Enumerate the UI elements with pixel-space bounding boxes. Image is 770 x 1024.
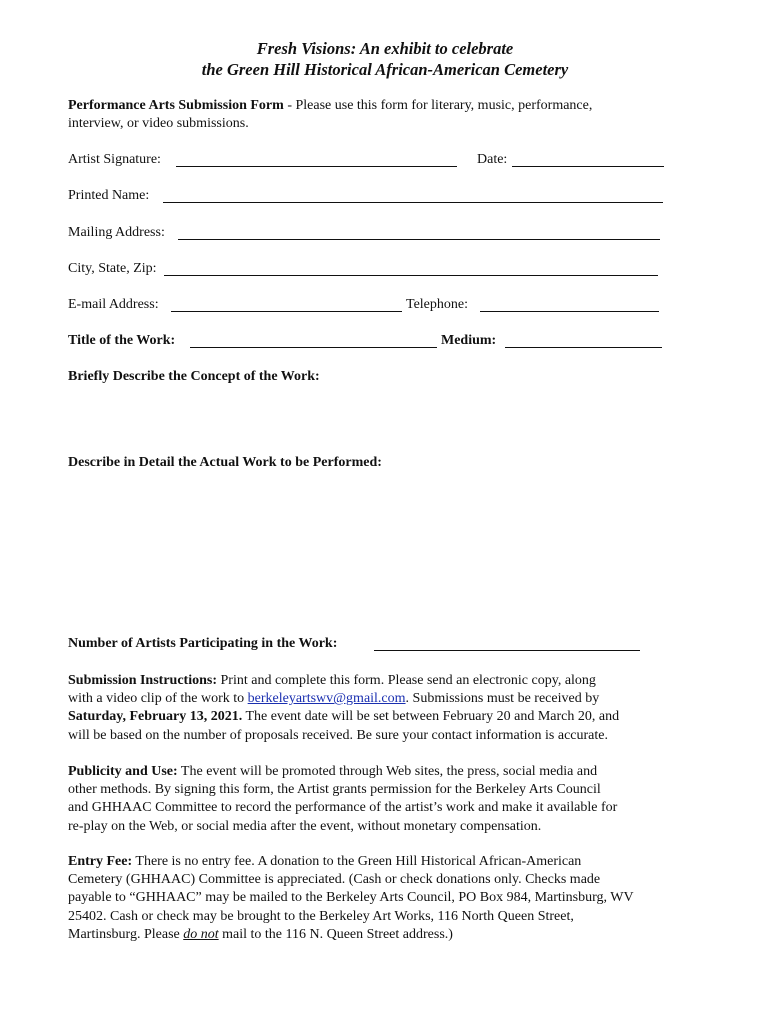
submission-instructions [68,672,708,745]
publicity-section [68,763,708,836]
email-address-label: E-mail Address: [68,297,159,312]
printed-name-label: Printed Name: [68,188,150,203]
entry-fee-line-3: payable to “GHHAAC” may be mailed to the Berkeley Arts Council, PO Box 984, Martinsburg, WV [68,890,634,906]
publicity-line-3: and GHHAAC Committee to record the performance of the artist’s work and make it available for [68,800,618,816]
telephone-field[interactable] [480,311,659,312]
detail-answer-area[interactable] [68,476,708,626]
mailing-address-field[interactable] [178,239,660,240]
medium-label: Medium: [441,333,497,348]
entry-fee-do-not: do not [183,926,219,942]
intro-text-1: - Please use this form for literary, music, performance, [283,98,593,113]
submission-deadline: Saturday, February 13, 2021. [68,709,243,725]
submission-heading: Submission Instructions: [68,673,217,688]
submission-line-1: Print and complete this form. Please send an electronic copy, along [217,673,596,688]
telephone-label: Telephone: [406,297,468,312]
city-state-zip-label: City, State, Zip: [68,261,157,276]
form-name: Performance Arts Submission Form [68,98,284,113]
detail-label: Describe in Detail the Actual Work to be Performed: [68,455,382,470]
title-of-work-field[interactable] [190,347,437,348]
num-artists-label: Number of Artists Participating in the Work: [68,636,338,651]
city-state-zip-field[interactable] [164,275,658,276]
email-address-field[interactable] [171,311,402,312]
intro-text-2: interview, or video submissions. [68,116,249,132]
publicity-line-2: other methods. By signing this form, the Artist grants permission for the Berkeley Arts Council [68,782,601,798]
entry-fee-line-5a: Martinsburg. Please [68,926,184,942]
mailing-address-label: Mailing Address: [68,225,165,240]
intro-paragraph [68,97,708,133]
submission-email-link[interactable]: berkeleyartswv@gmail.com [247,691,406,707]
publicity-line-1: The event will be promoted through Web sites, the press, social media and [177,764,598,779]
submission-line-3: The event date will be set between February 20 and March 20, and [242,709,620,725]
publicity-line-4: re-play on the Web, or social media after the event, without monetary compensation. [68,818,542,834]
submission-line-2a: with a video clip of the work to [68,691,248,707]
printed-name-field[interactable] [163,202,663,203]
entry-fee-heading: Entry Fee: [68,854,133,869]
artist-signature-field[interactable] [176,166,457,167]
concept-label: Briefly Describe the Concept of the Work: [68,369,320,384]
date-label: Date: [477,152,508,167]
medium-field[interactable] [505,347,662,348]
num-artists-field[interactable] [374,650,640,651]
title-line-1: Fresh Visions: An exhibit to celebrate [256,39,514,58]
title-of-work-label: Title of the Work: [68,333,176,348]
date-field[interactable] [512,166,664,167]
publicity-heading: Publicity and Use: [68,764,178,779]
entry-fee-line-1: There is no entry fee. A donation to the Green Hill Historical African-American [132,854,582,869]
entry-fee-line-4: 25402. Cash or check may be brought to the Berkeley Art Works, 116 North Queen Street, [68,908,574,924]
entry-fee-line-2: Cemetery (GHHAAC) Committee is appreciated. (Cash or check donations only. Checks made [68,872,601,888]
title-line-2: the Green Hill Historical African-American Cemetery [201,60,569,79]
submission-line-2b: . Submissions must be received by [405,691,600,707]
artist-signature-label: Artist Signature: [68,152,161,167]
concept-answer-area[interactable] [68,390,708,445]
submission-line-4: will be based on the number of proposals received. Be sure your contact information is accurate. [68,727,608,743]
entry-fee-line-5b: mail to the 116 N. Queen Street address.) [218,926,453,942]
entry-fee-section [68,853,708,944]
